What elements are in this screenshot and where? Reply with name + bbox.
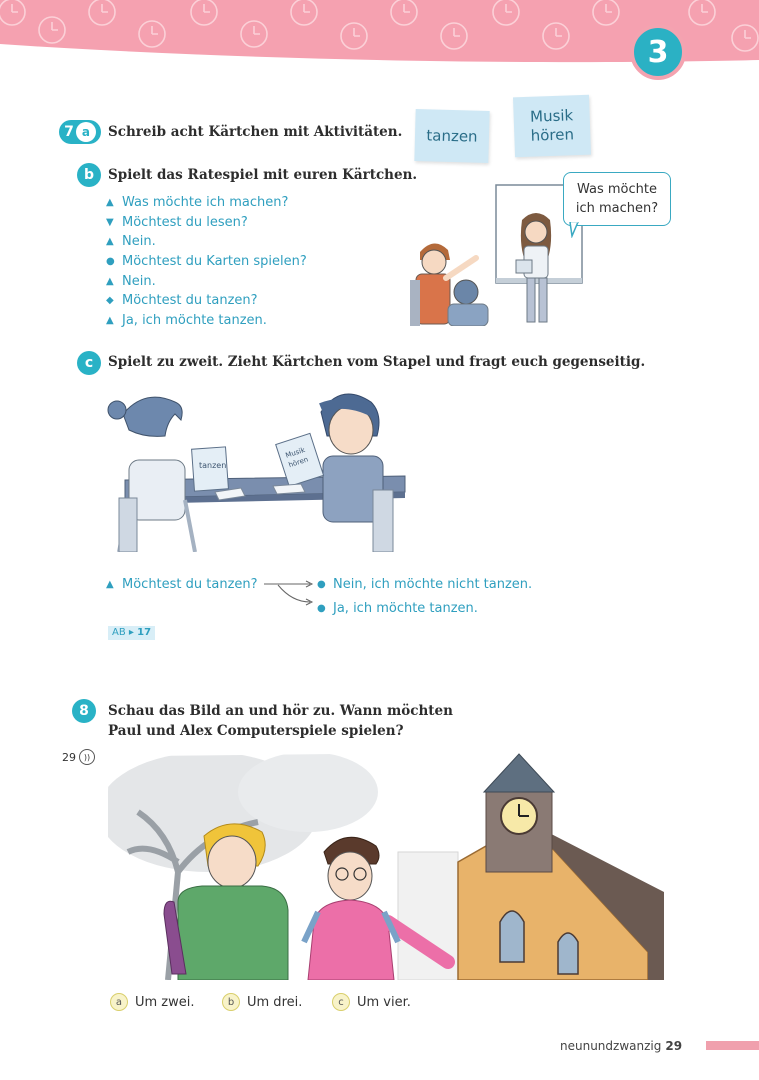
choice-letter: b bbox=[222, 993, 240, 1011]
page-footer bbox=[560, 1039, 682, 1053]
activity-card-tanzen bbox=[414, 109, 489, 163]
workbook-label: AB bbox=[112, 627, 126, 638]
track-number: 29 bbox=[62, 750, 76, 764]
branch-arrows bbox=[262, 576, 318, 608]
question-text: Möchtest du tanzen? bbox=[122, 577, 258, 593]
activity-card-musik bbox=[513, 95, 591, 158]
dialogue-line bbox=[106, 193, 307, 213]
chapter-badge: 3 bbox=[630, 24, 686, 80]
speaker-symbol: ▲ bbox=[106, 236, 114, 248]
choice-letter: c bbox=[332, 993, 350, 1011]
speech-line2: ich machen? bbox=[575, 201, 659, 216]
illus-card-musik-line1: Musik bbox=[284, 445, 307, 460]
page-number-word: neunundzwanzig bbox=[560, 1039, 662, 1053]
choice-text: Um zwei. bbox=[135, 994, 195, 1010]
workbook-exercise-number: 17 bbox=[137, 627, 152, 638]
question-line bbox=[106, 575, 258, 595]
choice-letter: a bbox=[110, 993, 128, 1011]
speaker-symbol: ● bbox=[106, 256, 115, 268]
choice-a[interactable] bbox=[110, 993, 195, 1011]
street-scene-illustration bbox=[108, 752, 664, 980]
dialogue-line bbox=[106, 252, 307, 272]
classroom-illustration bbox=[410, 180, 585, 326]
dialogue-line bbox=[106, 291, 307, 311]
speech-bubble bbox=[563, 172, 671, 226]
illus-card-musik-line2: hören bbox=[287, 455, 310, 470]
illus-card-tanzen: tanzen bbox=[199, 461, 227, 470]
task-letter-b-badge bbox=[77, 163, 101, 187]
dialogue-text: Möchtest du lesen? bbox=[122, 214, 248, 230]
instruction-8-line1: Schau das Bild an und hör zu. Wann möchten bbox=[108, 703, 453, 719]
instruction-7a: Schreib acht Kärtchen mit Aktivitäten. bbox=[108, 124, 403, 140]
speaker-symbol: ▼ bbox=[106, 216, 114, 228]
dialogue-text: Was möchte ich machen? bbox=[122, 195, 289, 211]
question-symbol: ▲ bbox=[106, 579, 114, 591]
dialogue-text: Nein. bbox=[122, 273, 156, 289]
choice-c[interactable] bbox=[332, 993, 411, 1011]
answer-symbol: ● bbox=[317, 603, 326, 615]
task-letter-a: a bbox=[76, 122, 96, 142]
answer-text: Ja, ich möchte tanzen. bbox=[333, 601, 478, 617]
speaker-symbol: ▲ bbox=[106, 275, 114, 287]
card-game-illustration bbox=[105, 380, 435, 552]
answer-text: Nein, ich möchte nicht tanzen. bbox=[333, 577, 533, 593]
dialogue-line bbox=[106, 213, 307, 233]
footer-bar bbox=[706, 1041, 759, 1050]
card-label: tanzen bbox=[426, 125, 478, 146]
speaker-symbol: ▲ bbox=[106, 197, 114, 209]
dialogue-list bbox=[106, 193, 307, 330]
dialogue-line bbox=[106, 271, 307, 291]
choice-b[interactable] bbox=[222, 993, 302, 1011]
choice-text: Um drei. bbox=[247, 994, 303, 1010]
task-letter-c-badge bbox=[77, 351, 101, 375]
dialogue-text: Möchtest du Karten spielen? bbox=[122, 254, 307, 270]
choice-text: Um vier. bbox=[357, 994, 411, 1010]
instruction-8-line2: Paul und Alex Computerspiele spielen? bbox=[108, 723, 404, 739]
card-label-line2: hören bbox=[530, 125, 575, 145]
task-letter-c: c bbox=[84, 355, 94, 371]
answer-symbol: ● bbox=[317, 579, 326, 591]
speaker-symbol: ▲ bbox=[106, 314, 114, 326]
audio-icon: )) bbox=[79, 749, 95, 765]
card-label-line1: Musik bbox=[529, 106, 574, 126]
dialogue-text: Nein. bbox=[122, 234, 156, 250]
page-number: 29 bbox=[665, 1039, 683, 1053]
arrow-icon: ▸ bbox=[128, 627, 134, 638]
speech-line1: Was möchte bbox=[577, 182, 657, 197]
exercise-8-badge bbox=[72, 699, 96, 723]
exercise-number: 8 bbox=[79, 703, 89, 719]
audio-track[interactable] bbox=[62, 749, 95, 765]
instruction-7c: Spielt zu zweit. Zieht Kärtchen vom Stapel und fragt euch gegenseitig. bbox=[108, 354, 646, 370]
answer-line-2 bbox=[317, 599, 478, 619]
instruction-7b: Spielt das Ratespiel mit euren Kärtchen. bbox=[108, 167, 418, 183]
dialogue-line bbox=[106, 311, 307, 331]
speaker-symbol: ◆ bbox=[106, 295, 114, 307]
task-letter-b: b bbox=[83, 167, 95, 183]
dialogue-text: Ja, ich möchte tanzen. bbox=[122, 312, 267, 328]
workbook-reference[interactable] bbox=[108, 626, 155, 640]
exercise-number: 7 bbox=[64, 124, 74, 140]
dialogue-line bbox=[106, 232, 307, 252]
speech-bubble-tail bbox=[568, 222, 584, 238]
dialogue-text: Möchtest du tanzen? bbox=[122, 293, 258, 309]
exercise-7a-badge bbox=[59, 120, 101, 144]
answer-line-1 bbox=[317, 575, 532, 595]
